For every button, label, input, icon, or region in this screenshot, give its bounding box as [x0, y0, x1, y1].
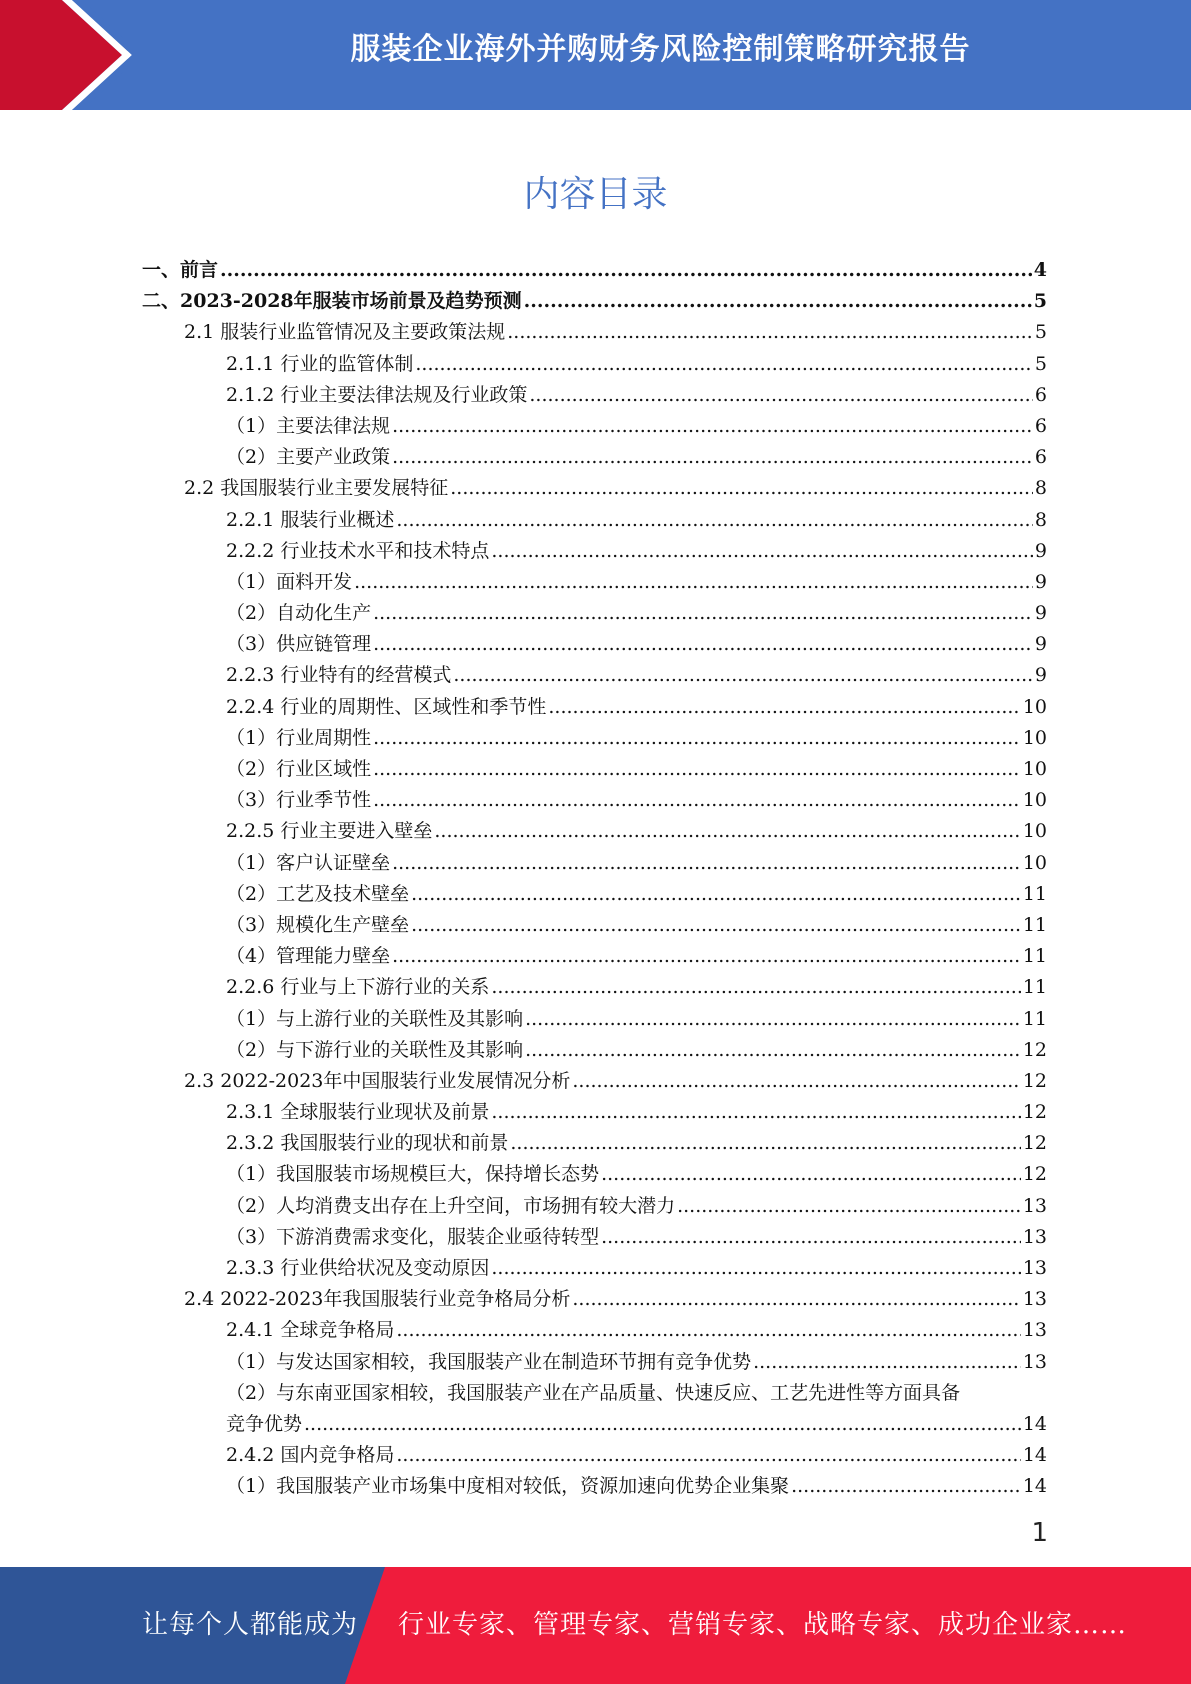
- toc-entry-page: 11: [1022, 976, 1047, 999]
- toc-entry-title: （2）自动化生产: [226, 602, 372, 625]
- header-banner: [0, 0, 1191, 110]
- toc-entry[interactable]: [142, 723, 1047, 754]
- toc-entry-page: 14: [1022, 1475, 1047, 1498]
- toc-entry-title: （1）面料开发: [226, 570, 353, 593]
- toc-entry-page: 9: [1034, 602, 1047, 625]
- toc-entry-page: 12: [1022, 1069, 1047, 1092]
- toc-entry-title: （1）与上游行业的关联性及其影响: [226, 1007, 524, 1030]
- toc-entry[interactable]: [142, 1066, 1047, 1097]
- toc-leader-dots: [373, 598, 1033, 629]
- toc-leader-dots: [396, 505, 1033, 536]
- toc-leader-dots: [373, 723, 1021, 754]
- toc-entry-page: 12: [1022, 1163, 1047, 1186]
- toc-leader-dots: [491, 972, 1020, 1003]
- toc-entry[interactable]: [142, 317, 1047, 348]
- toc-entry-title: 2.2.1 服装行业概述: [226, 508, 395, 531]
- toc-entry[interactable]: [142, 848, 1047, 879]
- footer-slogan-right: 行业专家、管理专家、营销专家、战略专家、成功企业家……: [398, 1610, 1128, 1640]
- toc-entry-page: 8: [1034, 477, 1047, 500]
- toc-entry[interactable]: [142, 411, 1047, 442]
- toc-entry[interactable]: [142, 1035, 1047, 1066]
- toc-leader-dots: [392, 411, 1033, 442]
- toc-entry-page: 11: [1022, 945, 1047, 968]
- footer-slogan-left: 让每个人都能成为: [142, 1610, 359, 1640]
- toc-leader-dots: [392, 442, 1033, 473]
- toc-leader-dots: [572, 1284, 1020, 1315]
- toc-leader-dots: [510, 1128, 1020, 1159]
- toc-entry-title: 2.2.3 行业特有的经营模式: [226, 664, 452, 687]
- toc-entry-title: 二、2023-2028年服装市场前景及趋势预测: [142, 290, 522, 313]
- toc-entry-page: 10: [1022, 851, 1047, 874]
- toc-leader-dots: [415, 349, 1033, 380]
- footer-banner: [0, 1567, 1191, 1684]
- toc-entry-page: 10: [1022, 758, 1047, 780]
- table-of-contents: [142, 255, 1047, 1503]
- toc-entry-title: 一、前言: [142, 259, 219, 281]
- toc-leader-dots: [529, 380, 1033, 411]
- toc-leader-dots: [392, 848, 1021, 879]
- toc-entry-title: （3）行业季节性: [226, 789, 372, 812]
- toc-entry-title: 2.1.2 行业主要法律法规及行业政策: [226, 383, 528, 406]
- toc-entry-page: 12: [1022, 1101, 1047, 1124]
- toc-entry[interactable]: [142, 629, 1047, 660]
- toc-entry[interactable]: [142, 286, 1047, 317]
- toc-entry-page: 14: [1022, 1444, 1047, 1467]
- toc-entry[interactable]: [142, 1253, 1047, 1284]
- toc-entry[interactable]: [142, 879, 1047, 910]
- toc-leader-dots: [601, 1159, 1021, 1190]
- toc-entry[interactable]: [142, 692, 1047, 723]
- toc-leader-dots: [411, 879, 1021, 910]
- toc-entry[interactable]: [142, 660, 1047, 691]
- toc-entry-title: 2.3.3 行业供给状况及变动原因: [226, 1257, 490, 1279]
- toc-entry-page: 6: [1034, 446, 1047, 469]
- toc-entry-page: 14: [1022, 1412, 1047, 1435]
- toc-leader-dots: [601, 1222, 1021, 1253]
- toc-entry-title: （3）下游消费需求变化，服装企业亟待转型: [226, 1225, 600, 1248]
- toc-leader-dots: [373, 629, 1033, 660]
- toc-leader-dots: [753, 1347, 1021, 1378]
- toc-entry-title: 2.4 2022-2023年我国服装行业竞争格局分析: [184, 1288, 571, 1311]
- toc-entry[interactable]: [142, 1222, 1047, 1253]
- toc-entry-title: （1）我国服装市场规模巨大，保持增长态势: [226, 1163, 600, 1186]
- toc-entry-title: 2.2.2 行业技术水平和技术特点: [226, 539, 490, 562]
- toc-entry-page: 11: [1022, 882, 1047, 905]
- toc-entry[interactable]: [142, 567, 1047, 598]
- toc-entry-title: （2）工艺及技术壁垒: [226, 882, 410, 905]
- toc-entry[interactable]: [142, 1284, 1047, 1315]
- toc-entry-page: 12: [1022, 1038, 1047, 1061]
- toc-entry-page: 4: [1033, 259, 1047, 281]
- toc-entry-title: （1）客户认证壁垒: [226, 851, 391, 874]
- toc-entry-page: 13: [1022, 1225, 1047, 1248]
- toc-entry[interactable]: [142, 1097, 1047, 1128]
- toc-entry-page: 10: [1022, 820, 1047, 843]
- toc-leader-dots: [373, 754, 1021, 785]
- toc-leader-dots: [392, 941, 1021, 972]
- toc-entry-title: （4）管理能力壁垒: [226, 945, 391, 968]
- toc-leader-dots: [491, 1097, 1020, 1128]
- toc-entry-page: 13: [1022, 1350, 1047, 1373]
- toc-entry[interactable]: [142, 1191, 1047, 1222]
- toc-entry-title: 2.1.1 行业的监管体制: [226, 352, 414, 375]
- toc-leader-dots: [373, 785, 1021, 816]
- toc-leader-dots: [525, 1035, 1021, 1066]
- toc-leader-dots: [524, 286, 1032, 317]
- toc-entry-title: （2）与东南亚国家相较，我国服装产业在产品质量、快速反应、工艺先进性等方面具备: [226, 1381, 961, 1404]
- toc-entry[interactable]: [142, 1128, 1047, 1159]
- toc-leader-dots: [304, 1409, 1021, 1440]
- toc-entry[interactable]: [142, 473, 1047, 504]
- toc-entry-page: 13: [1022, 1194, 1047, 1217]
- toc-entry-title: 2.3 2022-2023年中国服装行业发展情况分析: [184, 1069, 571, 1092]
- toc-entry-title: 2.2.5 行业主要进入壁垒: [226, 820, 433, 843]
- toc-entry-title: 2.3.1 全球服装行业现状及前景: [226, 1101, 490, 1124]
- toc-leader-dots: [572, 1066, 1020, 1097]
- toc-entry[interactable]: [142, 1159, 1047, 1190]
- toc-entry-title: 2.3.2 我国服装行业的现状和前景: [226, 1132, 509, 1155]
- toc-entry[interactable]: [142, 505, 1047, 536]
- toc-leader-dots: [434, 816, 1020, 847]
- toc-entry[interactable]: [142, 1471, 1047, 1502]
- toc-entry-title: 2.4.1 全球竞争格局: [226, 1319, 395, 1342]
- toc-entry-page: 12: [1022, 1132, 1047, 1155]
- toc-entry-title: （1）我国服装产业市场集中度相对较低，资源加速向优势企业集聚: [226, 1475, 790, 1498]
- report-title: 服装企业海外并购财务风险控制策略研究报告: [350, 32, 971, 67]
- toc-entry-page: 11: [1022, 1007, 1047, 1030]
- toc-entry-page: 6: [1034, 414, 1047, 437]
- toc-leader-dots: [450, 473, 1033, 504]
- toc-leader-dots: [525, 1004, 1021, 1035]
- toc-entry[interactable]: [142, 255, 1047, 286]
- toc-entry-title: （1）主要法律法规: [226, 414, 391, 437]
- toc-entry-title: 2.2 我国服装行业主要发展特征: [184, 477, 449, 500]
- toc-entry[interactable]: [142, 598, 1047, 629]
- toc-entry-page: 6: [1034, 383, 1047, 406]
- toc-leader-dots: [411, 910, 1021, 941]
- toc-entry-page: 13: [1022, 1288, 1047, 1311]
- toc-entry-page: 13: [1022, 1319, 1047, 1342]
- toc-entry-title: （2）人均消费支出存在上升空间，市场拥有较大潜力: [226, 1194, 676, 1217]
- toc-leader-dots: [791, 1471, 1021, 1502]
- toc-entry-page: 5: [1034, 352, 1047, 375]
- toc-entry-title: 2.2.4 行业的周期性、区域性和季节性: [226, 695, 547, 718]
- toc-entry[interactable]: [142, 941, 1047, 972]
- toc-entry-title: 2.2.6 行业与上下游行业的关系: [226, 976, 490, 999]
- toc-entry[interactable]: [142, 910, 1047, 941]
- toc-entry-title: （1）与发达国家相较，我国服装产业在制造环节拥有竞争优势: [226, 1350, 752, 1373]
- toc-leader-dots: [507, 317, 1033, 348]
- toc-leader-dots: [396, 1440, 1020, 1471]
- toc-leader-dots: [677, 1191, 1021, 1222]
- toc-entry-title: 竞争优势: [226, 1412, 303, 1435]
- toc-leader-dots: [548, 692, 1020, 723]
- toc-entry-page: 10: [1022, 789, 1047, 812]
- toc-leader-dots: [220, 255, 1032, 286]
- page-number: 1: [1031, 1518, 1048, 1548]
- toc-entry[interactable]: [142, 1409, 1047, 1440]
- toc-entry[interactable]: [142, 1440, 1047, 1471]
- toc-entry-title: （3）供应链管理: [226, 633, 372, 656]
- toc-entry[interactable]: [142, 536, 1047, 567]
- toc-heading: 内容目录: [523, 174, 668, 215]
- toc-entry[interactable]: [142, 816, 1047, 847]
- toc-entry-page: 5: [1033, 290, 1047, 313]
- toc-entry-title: （2）主要产业政策: [226, 446, 391, 469]
- toc-entry[interactable]: [142, 1378, 1047, 1409]
- header-arrow-decoration: [0, 0, 160, 110]
- toc-leader-dots: [491, 536, 1033, 567]
- toc-entry[interactable]: [142, 785, 1047, 816]
- toc-entry-title: （1）行业周期性: [226, 726, 372, 749]
- toc-entry-title: （2）与下游行业的关联性及其影响: [226, 1038, 524, 1061]
- toc-entry-page: 9: [1034, 664, 1047, 687]
- toc-entry-page: 9: [1034, 633, 1047, 656]
- toc-entry-title: （2）行业区域性: [226, 758, 372, 780]
- toc-entry-page: 13: [1022, 1257, 1047, 1279]
- toc-entry[interactable]: [142, 349, 1047, 380]
- toc-entry-page: 9: [1034, 570, 1047, 593]
- toc-entry-title: 2.1 服装行业监管情况及主要政策法规: [184, 321, 506, 344]
- toc-leader-dots: [396, 1315, 1020, 1346]
- toc-entry-title: （3）规模化生产壁垒: [226, 913, 410, 936]
- toc-leader-dots: [453, 660, 1033, 691]
- toc-leader-dots: [354, 567, 1033, 598]
- toc-entry[interactable]: [142, 1347, 1047, 1378]
- toc-entry-page: 10: [1022, 695, 1047, 718]
- toc-entry-page: 11: [1022, 913, 1047, 936]
- toc-entry-page: 5: [1034, 321, 1047, 344]
- toc-entry[interactable]: [142, 972, 1047, 1003]
- toc-entry-title: 2.4.2 国内竞争格局: [226, 1444, 395, 1467]
- toc-entry[interactable]: [142, 754, 1047, 785]
- toc-entry[interactable]: [142, 442, 1047, 473]
- toc-entry-page: 10: [1022, 726, 1047, 749]
- toc-entry[interactable]: [142, 1004, 1047, 1035]
- toc-entry[interactable]: [142, 1315, 1047, 1346]
- toc-leader-dots: [491, 1253, 1020, 1284]
- toc-entry[interactable]: [142, 380, 1047, 411]
- toc-entry-page: 9: [1034, 539, 1047, 562]
- toc-entry-page: 8: [1034, 508, 1047, 531]
